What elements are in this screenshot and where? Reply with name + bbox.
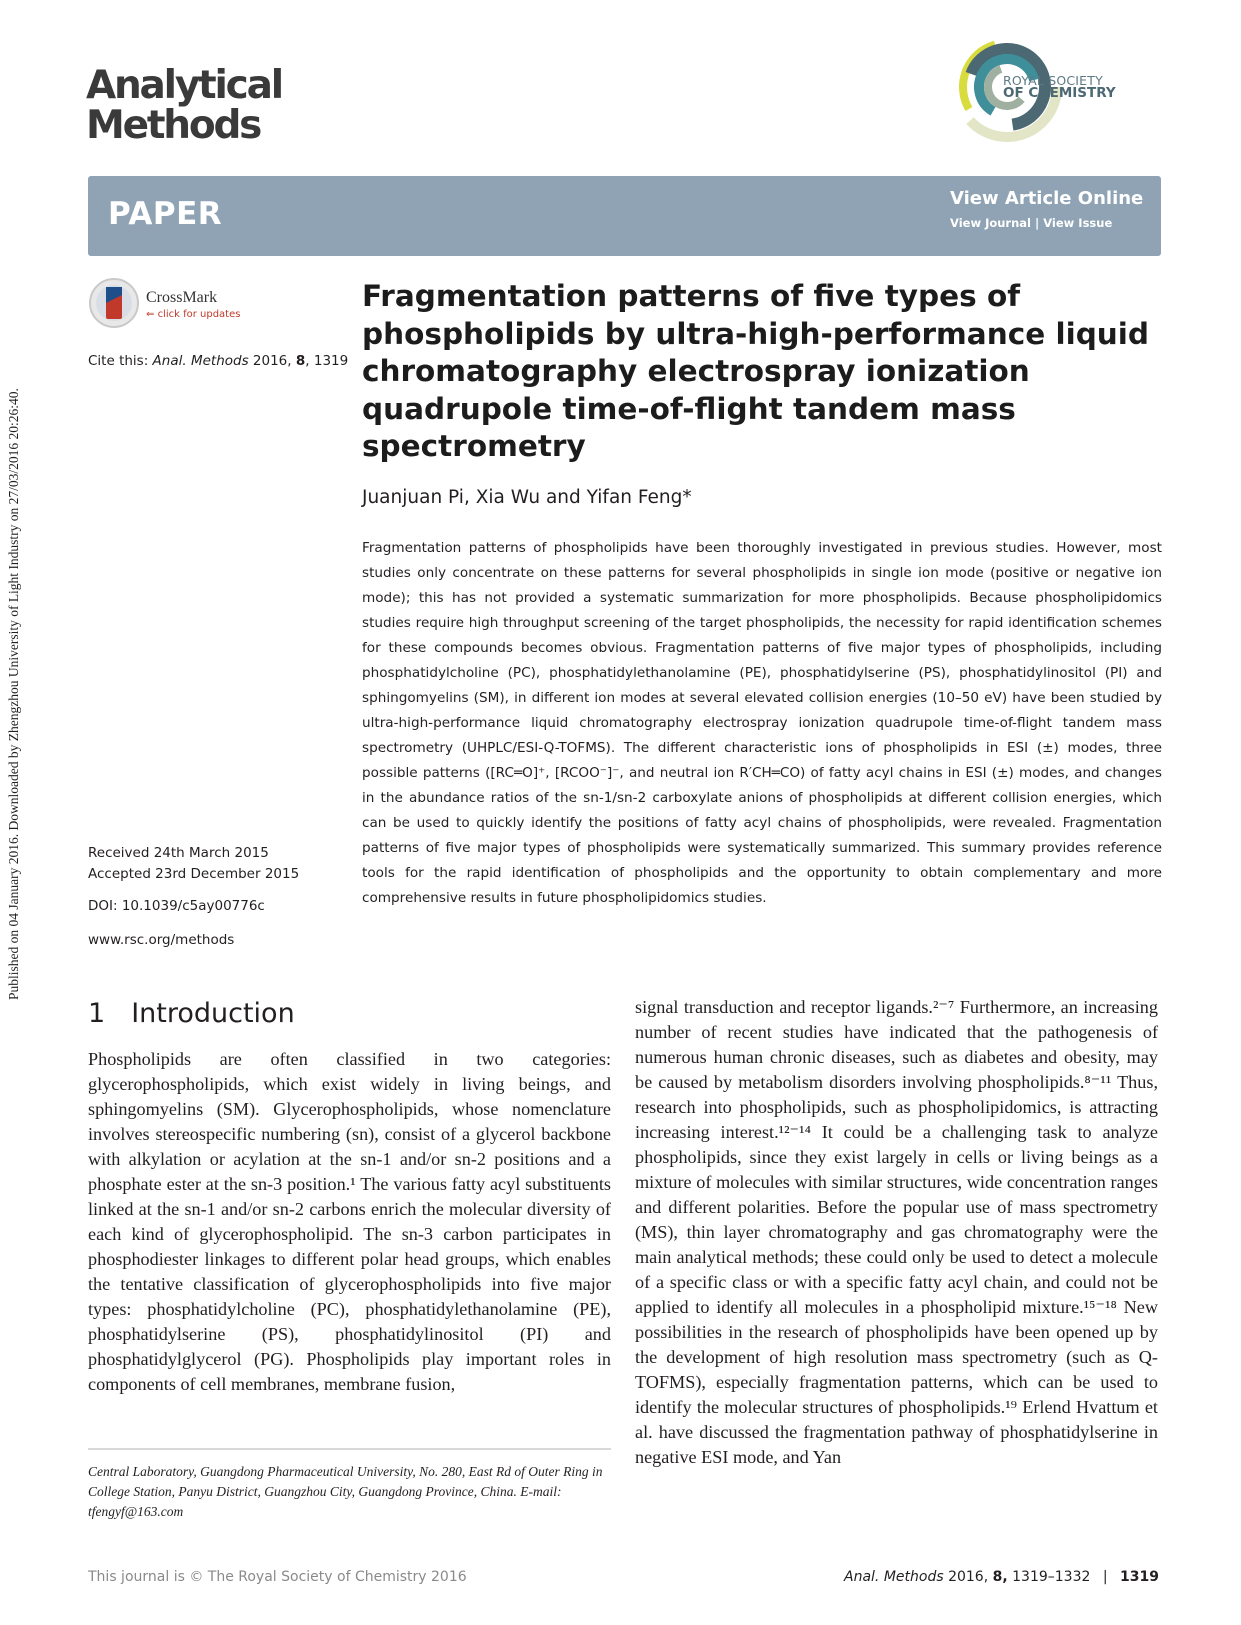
citation: Cite this: Anal. Methods 2016, 8, 1319 (88, 353, 349, 369)
arrow-left-icon: ⇐ (146, 309, 158, 320)
cite-page: 1319 (313, 353, 349, 369)
journal-title-line2: Methods (86, 103, 261, 148)
footer-year: 2016, (948, 1569, 989, 1585)
view-article-online-link[interactable]: View Article Online (950, 188, 1144, 209)
body-text-right-column: signal transduction and receptor ligands.²⁻⁷ Furthermore, an increasing number of recent studies have indicated that the pathogenesis of numerous human chronic diseases, such as diabetes and obesity, may be caused by metabolism disorders involving phospholipids.⁸⁻¹¹ Thus, research into phospholipids, such as phospholipidomics, is attracting increasing interest.¹²⁻¹⁴ It could be a challenging task to analyze phospholipids, since they exist largely in cells or living beings as a mixture of molecules with similar structures, wide concentration ranges and different polarities. Before the popular use of mass spectrometry (MS), thin layer chromatography and gas chromatography were the main analytical methods; these could only be used to detect a molecule of a specific class or with a specific fatty acyl chain, and could not be applied to identify all molecules in a phospholipid mixture.¹⁵⁻¹⁸ New possibilities in the research of phospholipids have been opened up by the development of high resolution mass spectrometry (such as Q-TOFMS), especially fragmentation patterns, which can be used to identify the molecular structures of phospholipids.¹⁹ Erlend Hvattum et al. have discussed the fragmentation pathway of phosphatidylserine in negative ESI mode, and Yan (635, 997, 1158, 1467)
cite-year: 2016, (252, 353, 292, 369)
title-line: chromatography electrospray ionization (362, 354, 1030, 388)
author-list: Juanjuan Pi, Xia Wu and Yifan Feng* (362, 487, 692, 508)
title-line: phospholipids by ultra-high-performance liquid (362, 316, 1150, 351)
footer-separator: | (1102, 1569, 1108, 1585)
doi[interactable]: DOI: 10.1039/c5ay00776c (88, 898, 265, 914)
publisher-logo (950, 30, 1150, 145)
section-heading (88, 998, 295, 1029)
view-journal-link[interactable]: View Journal (950, 216, 1031, 230)
crossmark-badge[interactable] (88, 277, 241, 337)
publisher-name-line1: ROYAL SOCIETY (1003, 73, 1103, 88)
footer-pages: 1319–1332 (1012, 1569, 1091, 1585)
abstract: Fragmentation patterns of phospholipids have been thoroughly investigated in previous studies. However, most studies only concentrate on these patterns for several phospholipids in single ion mode (positive or negative ion mode); this has not provided a systematic summarization for more phospholipids. Because phospholipidomics studies require high throughput screening of the target phospholipids, the necessity for rapid identification schemes for these compounds becomes obvious. Fragmentation patterns of five major types of phospholipids, including phosphatidylcholine (PC), phosphatidylethanolamine (PE), phosphatidylserine (PS), phosphatidylinositol (PI) and sphingomyelins (SM), in different ion modes at several elevated collision energies (10–50 eV) have been studied by ultra-high-performance liquid chromatography electrospray ionization quadrupole time-of-flight tandem mass spectrometry (UHPLC/ESI-Q-TOFMS). The different characteristic ions of phospholipids in ESI (±) modes, three possible patterns ([RC═O]⁺, [RCOO⁻]⁻, and neutral ion R′CH═CO) of fatty acyl chains in ESI (±) modes, and changes in the abundance ratios of the sn-1/sn-2 carboxylate anions of phospholipids at different collision energies, which can be used to quickly identify the positions of fatty acyl chains of phospholipids, were revealed. Fragmentation patterns of five major types of phospholipids were systematically summarized. This summary provides reference tools for the rapid identification of phospholipids and the opportunity to obtain complementary and more comprehensive results in future phospholipidomics studies. (362, 540, 1162, 906)
crossmark-sublabel: ⇐ click for updates (146, 309, 241, 320)
download-notice: Published on 04 January 2016. Downloaded by Zhengzhou University of Light Industry on 27/03/2016 20:26:40. (6, 388, 21, 1000)
received-date: Received 24th March 2015 (88, 845, 269, 861)
accepted-date: Accepted 23rd December 2015 (88, 866, 300, 882)
affiliation-footnote: Central Laboratory, Guangdong Pharmaceutical University, No. 280, East Rd of Outer Ring in College Station, Panyu District, Guangzhou City, Guangdong Province, China. E-mail: tfengyf@163.com (88, 1464, 603, 1519)
section-number: 1 (88, 998, 106, 1029)
copyright-footer: This journal is © The Royal Society of Chemistry 2016 (88, 1569, 467, 1585)
article-title (362, 278, 1152, 466)
journal-url-link[interactable]: www.rsc.org/methods (88, 932, 235, 948)
link-separator: | (1035, 216, 1040, 230)
page-number: 1319 (1120, 1569, 1159, 1585)
cite-label: Cite this: (88, 353, 149, 369)
view-issue-link[interactable]: View Issue (1043, 216, 1113, 230)
article-type-banner (88, 176, 1161, 256)
title-line: spectrometry (362, 429, 586, 463)
publisher-name-line2: OF CHEMISTRY (1003, 85, 1116, 101)
cite-volume: 8 (295, 353, 306, 369)
journal-title-line1: Analytical (86, 63, 282, 108)
footer-journal: Anal. Methods (844, 1569, 944, 1585)
crossmark-icon (88, 277, 140, 329)
page-footer (844, 1569, 1159, 1585)
section-title: Introduction (131, 998, 295, 1029)
journal-logo (86, 63, 282, 148)
title-line: Fragmentation patterns of five types of (362, 279, 1021, 313)
journal-links (950, 216, 1112, 230)
article-type: PAPER (108, 196, 223, 232)
title-line: quadrupole time-of-flight tandem mass (362, 391, 1016, 426)
body-text-left-column: Phospholipids are often classified in two categories: glycerophospholipids, which exist widely in living beings, and sphingomyelins (SM). Glycerophospholipids, whose nomenclature involves stereospecific numbering (sn), consist of a glycerol backbone with alkylation or acylation at the sn-1 and/or sn-2 positions and a phosphate ester at the sn-3 position.¹ The various fatty acyl substituents linked at the sn-1 and/or sn-2 carbons enrich the molecular diversity of each kind of glycerophospholipid. The sn-3 carbon participates in phosphodiester linkages to different polar head groups, which enables the tentative classification of glycerophospholipids into five major types: phosphatidylcholine (PC), phosphatidylethanolamine (PE), phosphatidylserine (PS), phosphatidylinositol (PI) and phosphatidylglycerol (PG). Phospholipids play important roles in components of cell membranes, membrane fusion, (88, 1049, 611, 1394)
footer-volume: 8, (992, 1569, 1008, 1585)
crossmark-label: CrossMark (146, 289, 218, 306)
cite-journal: Anal. Methods (152, 353, 249, 369)
footnote-divider (88, 1448, 611, 1450)
